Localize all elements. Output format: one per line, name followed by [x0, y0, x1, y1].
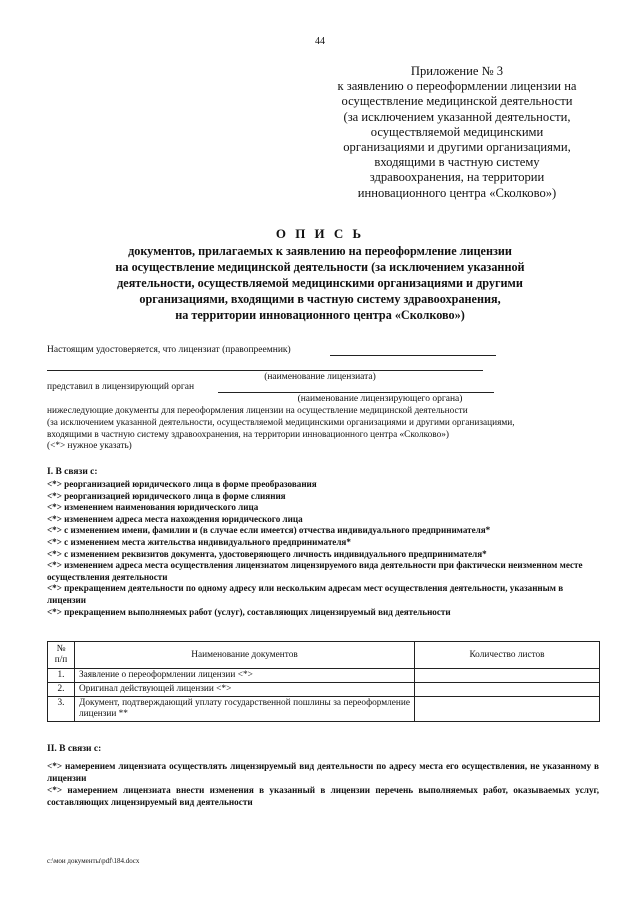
subtitle-line: деятельности, осуществляемой медицинскими организациями и другими [117, 276, 523, 290]
authority-field-line [218, 392, 494, 393]
table-row [48, 669, 600, 683]
appendix-line: инновационного центра «Сколково») [357, 185, 557, 200]
subtitle-line: организациями, входящими в частную систему здравоохранения, [139, 292, 501, 306]
row-sheet-count[interactable] [415, 683, 600, 697]
list-item: <*> намерением лицензиата внести изменения в указанный в лицензии перечень выполняемых работ, оказываемых услуг, составляющих лицензируемый вид деятельности [47, 785, 599, 807]
section2-list [47, 760, 599, 808]
appendix-number: Приложение № 3 [410, 64, 504, 78]
list-item: <*> реорганизацией юридического лица в форме преобразования [47, 479, 317, 489]
section1-title: I. В связи с: [47, 467, 98, 477]
header-number: № п/п [48, 642, 75, 669]
appendix-line: осуществление медицинской деятельности [341, 94, 573, 109]
document-title: О П И С Ь [275, 226, 365, 241]
paragraph-line: (за исключением указанной деятельности, осуществляемой медицинскими организациями и другими организациями, [47, 417, 515, 428]
licensee-field-line-2 [47, 370, 483, 371]
subtitle-line: на территории инновационного центра «Сколково») [175, 308, 465, 322]
appendix-line: здравоохранения, на территории [369, 170, 545, 185]
list-item: <*> прекращением выполняемых работ (услуг), составляющих лицензируемый вид деятельности [47, 606, 451, 617]
appendix-header [326, 64, 588, 201]
list-item: <*> намерением лицензиата осуществлять лицензируемый вид деятельности по адресу места его осуществления, не указанному в лицензии [47, 761, 599, 783]
list-item: <*> с изменением места жительства индивидуального предпринимателя* [47, 536, 351, 547]
appendix-line: организациями и другими организациями, [343, 140, 571, 155]
table-row [48, 697, 600, 722]
subtitle-line: документов, прилагаемых к заявлению на переоформление лицензии [128, 244, 512, 258]
paragraph-line: нижеследующие документы для переоформления лицензии на осуществление медицинской деятельности [47, 406, 468, 416]
appendix-line: осуществляемой медицинскими [370, 124, 544, 139]
list-item: <*> изменением адреса места осуществления лицензиатом лицензируемого вида деятельности при фактически неизменном месте осуществления деятельности [47, 560, 583, 582]
list-item: <*> реорганизацией юридического лица в форме слияния [47, 490, 286, 501]
submitted-text: представил в лицензирующий орган [47, 382, 195, 392]
certify-text: Настоящим удостоверяется, что лицензиат (правопреемник) [47, 345, 291, 355]
row-doc-name: Заявление о переоформлении лицензии <*> [75, 669, 415, 683]
row-number: 3. [48, 697, 75, 722]
list-item: <*> прекращением деятельности по одному адресу или нескольким адресам мест осуществления деятельности, указанным в лицензии [47, 583, 564, 605]
authority-caption: (наименование лицензирующего органа) [297, 394, 463, 404]
paragraph-line: (<*> нужное указать) [47, 441, 132, 452]
list-item: <*> изменением наименования юридического лица [47, 502, 259, 513]
licensee-field-line [330, 355, 496, 356]
file-path-footer: c:\мои документы\pdf\184.docx [47, 857, 140, 865]
row-sheet-count[interactable] [415, 697, 600, 722]
list-item: <*> изменением адреса места нахождения юридического лица [47, 513, 303, 524]
header-sheet-count: Количество листов [415, 642, 600, 669]
licensee-caption: (наименование лицензиата) [264, 372, 376, 382]
page-number: 44 [315, 36, 325, 47]
subtitle-line: на осуществление медицинской деятельности (за исключением указанной [115, 260, 525, 274]
table-row [48, 683, 600, 697]
table-header-row [48, 642, 600, 669]
row-doc-name: Оригинал действующей лицензии <*> [75, 683, 415, 697]
row-number: 1. [48, 669, 75, 683]
row-number: 2. [48, 683, 75, 697]
header-doc-name: Наименование документов [75, 642, 415, 669]
appendix-line: (за исключением указанной деятельности, [343, 109, 571, 124]
list-item: <*> с изменением имени, фамилии и (в случае если имеется) отчества индивидуального предпринимателя* [47, 525, 491, 536]
appendix-line: к заявлению о переоформлении лицензии на [337, 79, 577, 94]
list-item: <*> с изменением реквизитов документа, удостоверяющего личность индивидуального предпринимателя* [47, 548, 487, 559]
documents-table [47, 641, 600, 722]
paragraph-line: входящими в частную систему здравоохранения, на территории инновационного центра «Сколково») [47, 429, 450, 440]
row-sheet-count[interactable] [415, 669, 600, 683]
section2-title: II. В связи с: [47, 744, 102, 754]
appendix-line: входящими в частную систему [374, 155, 540, 170]
document-subtitle [70, 243, 570, 323]
row-doc-name: Документ, подтверждающий уплату государственной пошлины за переоформление лицензии ** [75, 697, 415, 722]
section1-list [47, 479, 599, 618]
documents-paragraph [47, 406, 597, 453]
